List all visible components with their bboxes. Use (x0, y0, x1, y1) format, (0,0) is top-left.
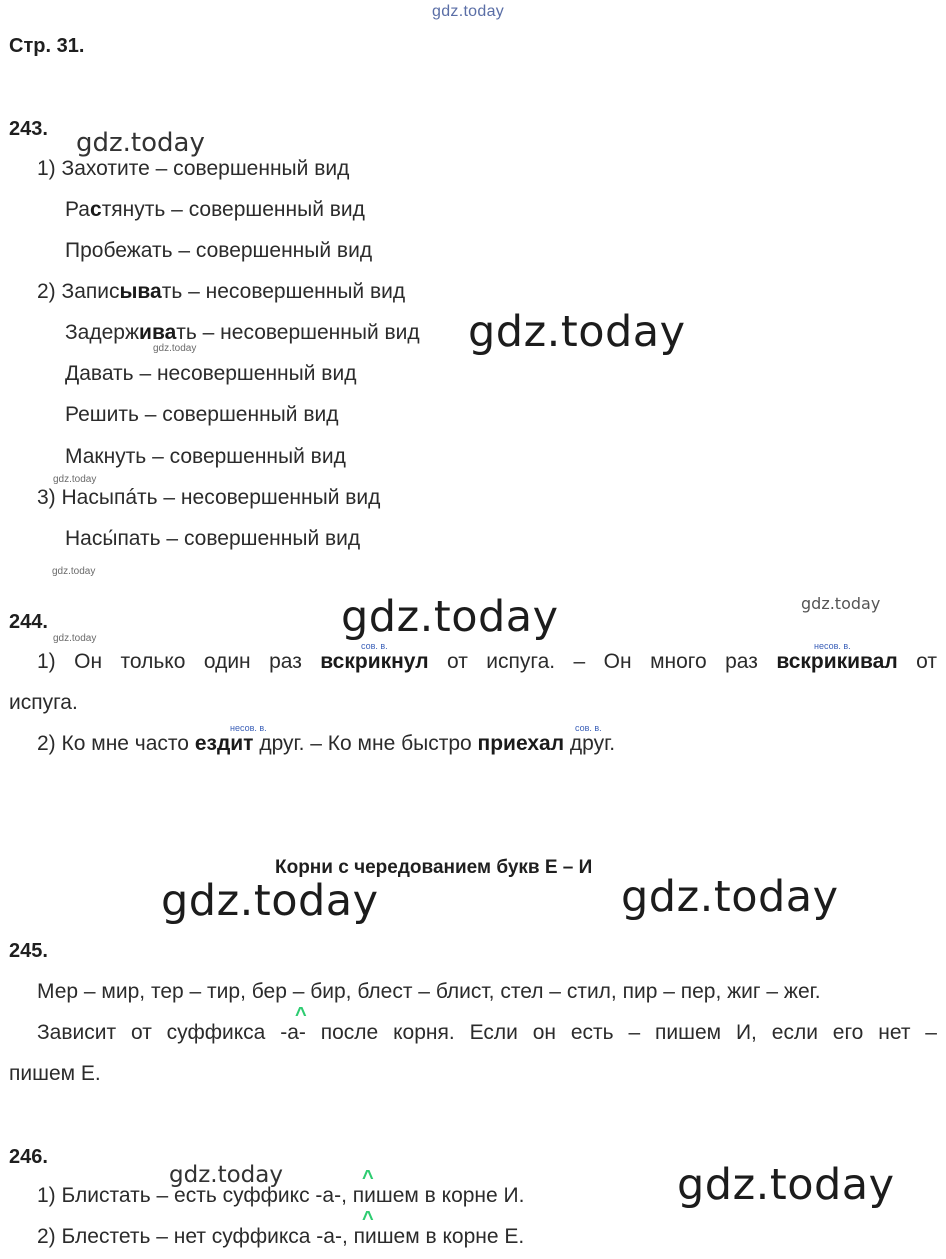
watermark: gdz.today (52, 566, 96, 577)
exercise-number-245: 245. (9, 940, 48, 962)
aspect-annotation: сов. в. (361, 641, 388, 651)
ex245-line-1: Мер – мир, тер – тир, бер – бир, блест – блист, стел – стил, пир – пер, жиг – жег. (37, 980, 821, 1003)
ex243-line-2: Растянуть – совершенный вид (65, 198, 365, 221)
watermark: gdz.today (76, 128, 205, 158)
watermark-top: gdz.today (432, 3, 505, 20)
exercise-number-244: 244. (9, 611, 48, 633)
exercise-number-246: 246. (9, 1146, 48, 1168)
ex243-line-5: Задерживать – несовершенный вид (65, 321, 420, 344)
aspect-annotation: несов. в. (230, 723, 267, 733)
aspect-annotation: сов. в. (575, 723, 602, 733)
ex246-line-2: 2) Блестеть – нет суффикса -а-, пишем в корне Е. (37, 1225, 525, 1248)
ex243-line-6: Давать – несовершенный вид (65, 362, 357, 385)
ex243-line-4: 2) Записывать – несовершенный вид (37, 280, 406, 303)
watermark: gdz.today (801, 594, 881, 613)
watermark: gdz.today (341, 592, 559, 642)
watermark: gdz.today (53, 633, 97, 644)
ex245-line-2: Зависит от суффикса -а- после корня. Если он есть – пишем И, если его нет – (37, 1021, 937, 1044)
watermark: gdz.today (161, 876, 379, 926)
ex243-line-7: Решить – совершенный вид (65, 403, 339, 426)
caret-mark: ^ (295, 1004, 307, 1026)
ex244-line-1-cont: испуга. (9, 691, 78, 714)
ex244-line-1: 1) Он только один раз вскрикнул от испуга. – Он много раз вскрикивал от (37, 650, 937, 673)
watermark: gdz.today (468, 307, 686, 357)
ex243-line-9: 3) Насыпáть – несовершенный вид (37, 486, 381, 509)
ex244-line-2: 2) Ко мне часто ездит друг. – Ко мне быстро приехал друг. (37, 732, 616, 755)
aspect-annotation: несов. в. (814, 641, 851, 651)
watermark: gdz.today (53, 474, 97, 485)
section-title: Корни с чередованием букв Е – И (275, 857, 593, 878)
ex245-line-3: пишем Е. (9, 1062, 101, 1085)
caret-mark: ^ (362, 1208, 374, 1230)
watermark: gdz.today (153, 343, 197, 354)
page-label: Стр. 31. (9, 35, 85, 57)
exercise-number-243: 243. (9, 118, 48, 140)
ex243-line-10: Насы́пать – совершенный вид (65, 527, 361, 550)
ex243-line-8: Макнуть – совершенный вид (65, 445, 346, 468)
watermark: gdz.today (677, 1160, 895, 1210)
watermark: gdz.today (621, 872, 839, 922)
ex243-line-3: Пробежать – совершенный вид (65, 239, 373, 262)
ex243-line-1: 1) Захотите – совершенный вид (37, 157, 350, 180)
caret-mark: ^ (362, 1167, 374, 1189)
ex246-line-1: 1) Блистать – есть суффикс -а-, пишем в корне И. (37, 1184, 525, 1207)
watermark: gdz.today (169, 1162, 283, 1188)
